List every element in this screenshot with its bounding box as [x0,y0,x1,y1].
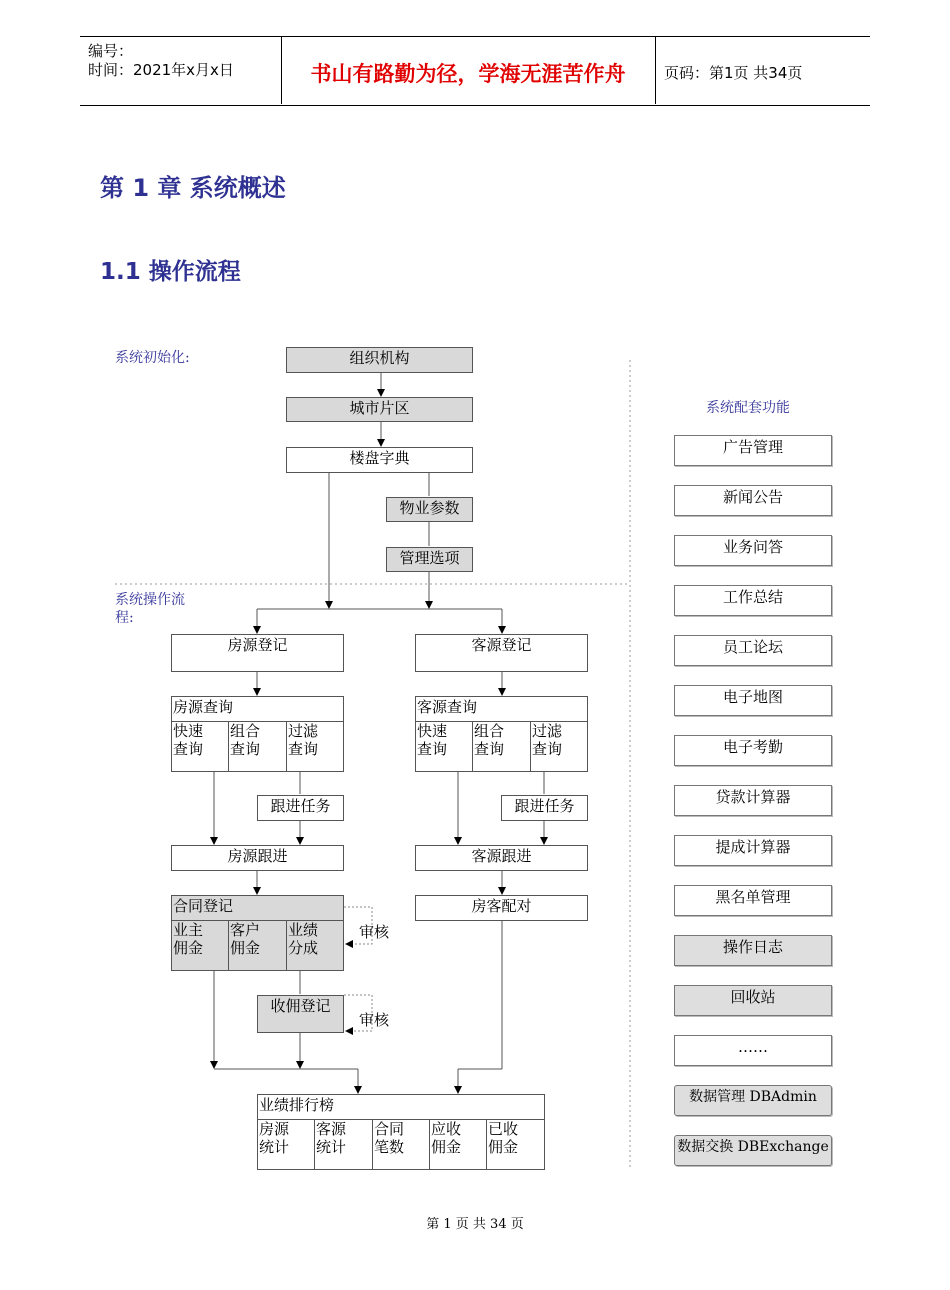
house-client-match-box: 房客配对 [415,895,588,921]
ranking-cell: 合同 笔数 [373,1120,430,1169]
house-query-title: 房源查询 [172,698,343,722]
support-function-item: 电子考勤 [674,735,832,766]
support-function-item: 业务问答 [674,535,832,566]
house-register-box: 房源登记 [171,634,344,672]
ops-label-line1: 系统操作流 [115,592,185,608]
contract-cell: 客户 佣金 [229,921,287,970]
support-function-item: 数据交换 DBExchange [674,1135,832,1166]
client-register-box: 客源登记 [415,634,588,672]
support-function-item: 黑名单管理 [674,885,832,916]
client-follow-box: 客源跟进 [415,845,588,871]
commission-register-box: 收佣登记 [257,995,344,1033]
admin-options-box: 管理选项 [386,547,473,572]
client-query-box [415,696,588,772]
support-function-item: 提成计算器 [674,835,832,866]
ranking-cell: 客源 统计 [315,1120,373,1169]
house-follow-box: 房源跟进 [171,845,344,871]
house-query-cell: 组合 查询 [229,722,287,771]
client-query-cell: 过滤 查询 [532,722,563,758]
performance-ranking-box [257,1094,545,1170]
contract-register-box [171,895,344,971]
doc-time-label: 时间：2021年x月x日 [88,61,234,79]
chapter-title: 第 1 章 系统概述 [100,174,286,202]
support-function-item: 操作日志 [674,935,832,966]
house-query-cell: 过滤 查询 [288,722,319,758]
page-info: 页码：第1页 共34页 [664,64,803,82]
org-structure-box: 组织机构 [286,347,473,373]
page-footer: 第 1 页 共 34 页 [426,1217,524,1232]
support-function-item: …… [674,1035,832,1066]
support-function-item: 新闻公告 [674,485,832,516]
follow-task-right-box: 跟进任务 [501,795,588,821]
ranking-cell: 已收 佣金 [488,1120,519,1156]
support-function-item: 回收站 [674,985,832,1016]
support-label: 系统配套功能 [706,400,790,416]
doc-number-label: 编号： [88,42,134,60]
review-label: 审核 [359,923,390,941]
house-query-cell: 快速 查询 [172,722,229,771]
header-motto: 书山有路勤为径，学海无涯苦作舟 [310,62,626,86]
section-title: 1.1 操作流程 [100,259,241,285]
ops-label-line2: 程: [115,610,134,626]
client-query-cell: 组合 查询 [473,722,531,771]
client-query-cell: 快速 查询 [416,722,473,771]
support-function-item: 贷款计算器 [674,785,832,816]
follow-task-left-box: 跟进任务 [257,795,344,821]
contract-title: 合同登记 [172,897,343,921]
contract-cell: 业绩 分成 [288,921,319,957]
house-query-box [171,696,344,772]
support-function-item: 广告管理 [674,435,832,466]
support-function-item: 员工论坛 [674,635,832,666]
init-label: 系统初始化: [115,350,190,366]
contract-cell: 业主 佣金 [172,921,229,970]
client-query-title: 客源查询 [416,698,587,722]
ranking-cell: 房源 统计 [258,1120,315,1169]
ranking-title: 业绩排行榜 [258,1096,544,1120]
city-district-box: 城市片区 [286,397,473,422]
support-function-item: 数据管理 DBAdmin [674,1085,832,1116]
property-params-box: 物业参数 [386,497,473,522]
review-label: 审核 [359,1011,390,1029]
ranking-cell: 应收 佣金 [430,1120,487,1169]
building-dictionary-box: 楼盘字典 [286,447,473,473]
support-function-item: 工作总结 [674,585,832,616]
support-function-item: 电子地图 [674,685,832,716]
